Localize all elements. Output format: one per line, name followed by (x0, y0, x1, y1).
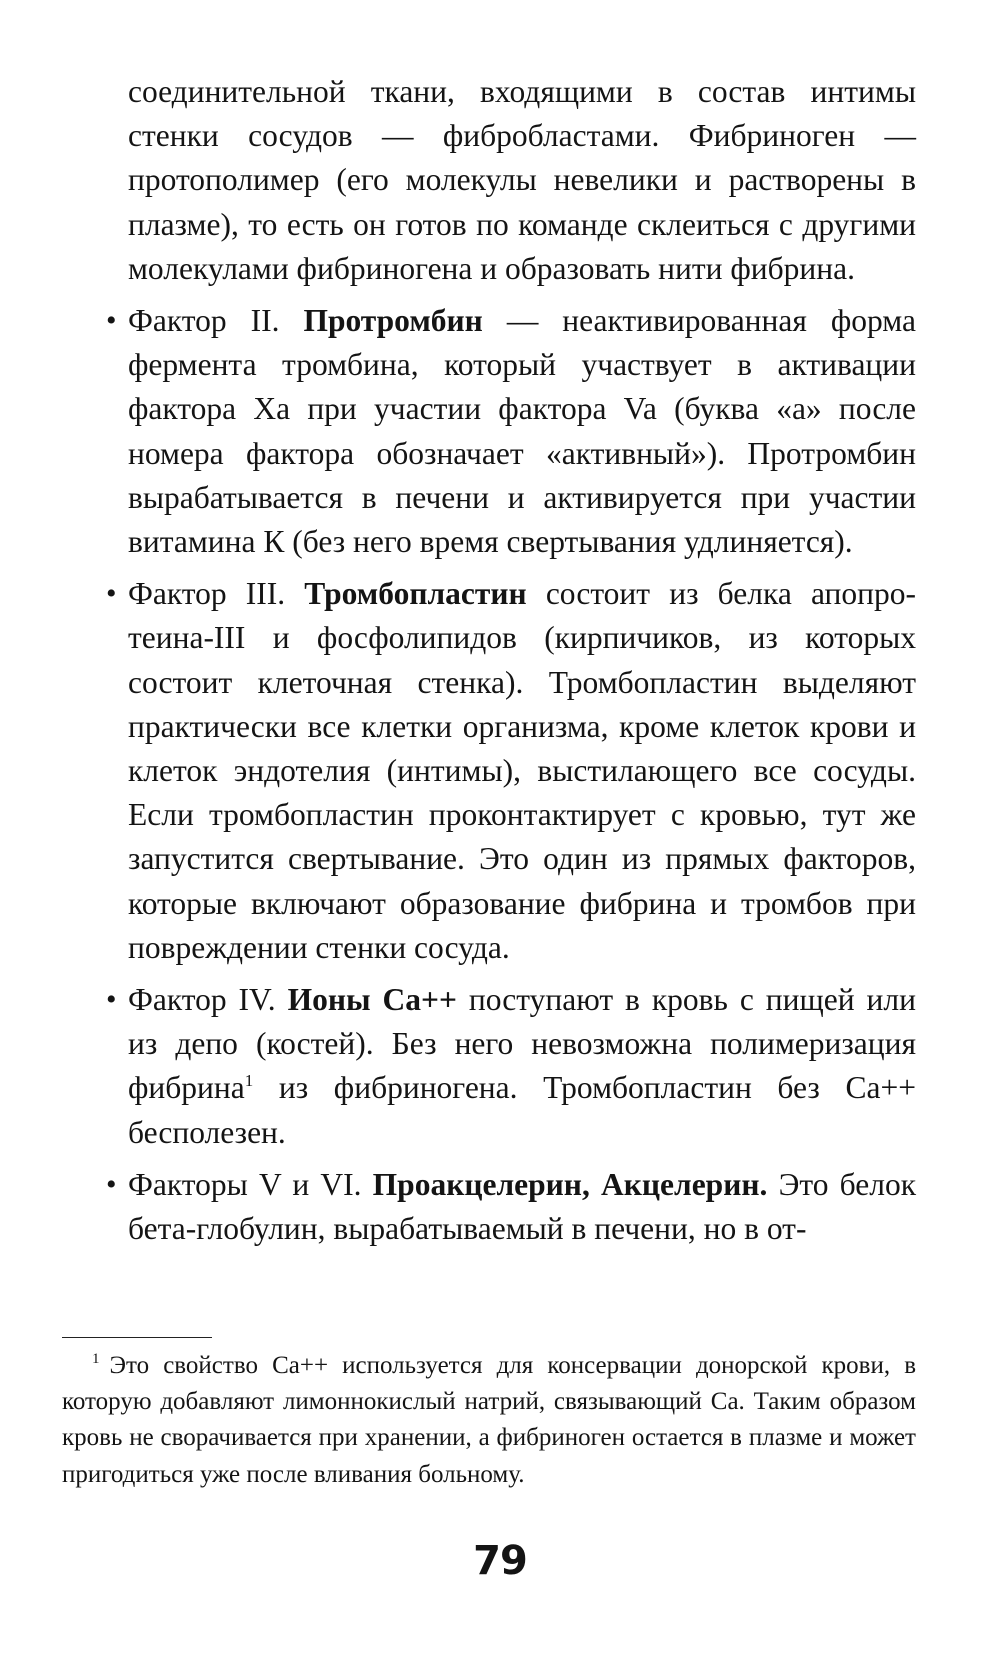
main-text (106, 70, 917, 1251)
factor-list (106, 299, 917, 1251)
footnote (62, 1348, 916, 1493)
factor-lead: Фактор II. (128, 303, 280, 339)
factor-term: Тромбопластин (304, 576, 527, 612)
footnote-reference[interactable]: 1 (244, 1071, 254, 1091)
list-item-factor-2 (106, 299, 916, 564)
list-item-factor-4 (106, 978, 916, 1155)
footnote-text: Это свойство Ca++ используется для консервации донорской крови, в которую добавляют лимоннокислый натрий, связывающий Ca. Таким образом кровь не сворачивается при хранении, а фибриноген остается в плазме и может пригодиться уже после вливания больному. (62, 1352, 916, 1488)
factor-lead: Фактор III. (128, 576, 286, 612)
factor-lead: Факторы V и VI. (128, 1166, 362, 1202)
factor-description: Это белок бета-глобулин, вырабатываемый в печени, но в от- (128, 1166, 917, 1247)
footnote-divider (62, 1337, 212, 1338)
page-number: 79 (473, 1538, 527, 1584)
factor-description-continued: из фибриногена. Тромбопластин без Ca++ бесполезен. (128, 1070, 916, 1150)
factor-description: — неактивированная форма фермента тромбина, который участвует в активации фактора Xa при участии фактора Va (буква «а» после номера фактора обозначает «активный»). Протромбин вырабатывается в печени и активируется при участии витамина К (без него время свертывания удлиняется). (128, 303, 916, 560)
bullet-icon: • (106, 577, 117, 611)
footnote-marker: 1 (92, 1351, 100, 1367)
factor-lead: Фактор IV. (128, 982, 276, 1018)
list-item-factor-3 (106, 572, 917, 970)
bullet-icon: • (106, 983, 117, 1017)
list-item-factor-5-6 (106, 1163, 917, 1251)
factor-term: Протромбин (303, 303, 483, 339)
factor-description: поступают в кровь с пищей или из депо (костей). Без него невозможна полимеризация фибрина (128, 982, 916, 1106)
factor-description: состоит из белка апопротеина-III и фосфолипидов (кирпичиков, из которых состоит клеточная стенка). Тромбопластин выделяют практически все клетки организма, кроме клеток крови и клеток эндотелия (интимы), выстилающего все сосуды. Если тромбопластин проконтактирует с кровью, тут же запустится свертывание. Это один из прямых факторов, которые включают образование фибрина и тромбов при повреждении стенки сосуда. (128, 576, 917, 965)
continuation-paragraph: соединительной ткани, входящими в состав интимы стенки сосудов — фибробластами. Фибриноген — протополимер (его молекулы невелики и растворены в плазме), то есть он готов по команде склеиться с другими молекулами фибриногена и образовать нити фибрина. (128, 74, 916, 286)
factor-term: Проакцелерин, Акцелерин. (372, 1166, 768, 1202)
bullet-icon: • (106, 304, 117, 338)
factor-term: Ионы Ca++ (287, 982, 457, 1018)
bullet-icon: • (106, 1167, 117, 1201)
